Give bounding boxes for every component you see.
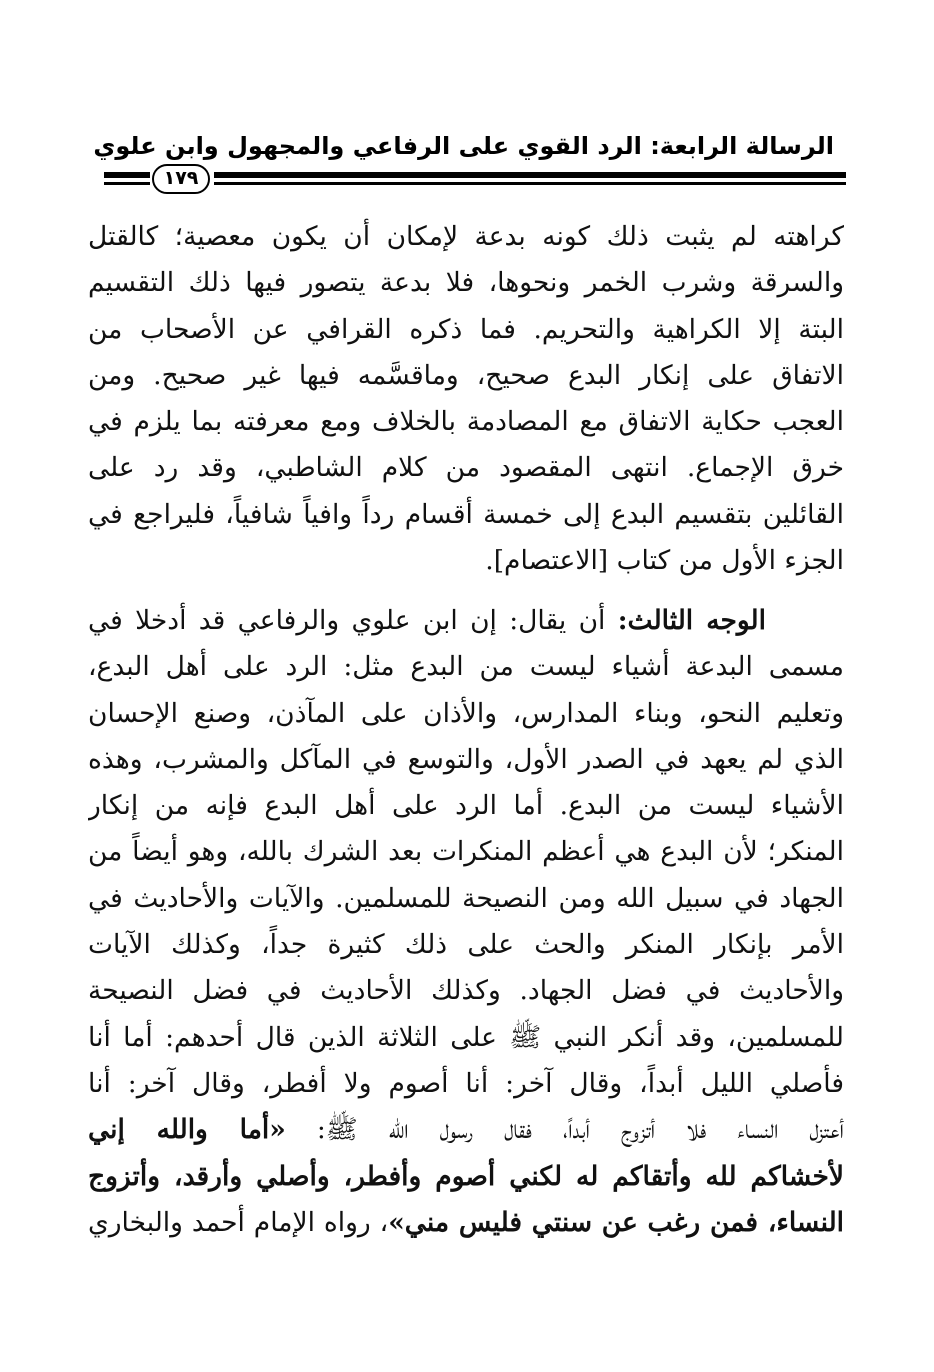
text-line-heading (88, 598, 844, 644)
paragraph-continuation (88, 214, 844, 584)
text-line: مسمى البدعة أشياء ليست من البدع مثل: الرد على أهل البدع، (88, 651, 844, 683)
text-line: خرق الإجماع. انتهى المقصود من كلام الشاطبي، وقد رد على (88, 452, 844, 484)
text-fragment: أعتزل النساء فلا أتزوج أبداً، فقال رسول الله ﷺ: (285, 1114, 844, 1146)
hadith-quote-end: النساء، فمن رغب عن سنتي فليس مني» (388, 1206, 844, 1238)
hadith-quote-start: «أما والله إني (88, 1114, 286, 1146)
paragraph-third-aspect (88, 598, 844, 1246)
page-number-badge: ١٧٩ (152, 164, 210, 194)
running-header-title: الرسالة الرابعة: الرد القوي على الرفاعي والمجهول وابن علوي (93, 132, 834, 160)
text-line: القائلين بتقسيم البدع إلى خمسة أقسام رداً وافياً شافياً، فليراجع في (88, 498, 844, 530)
text-fragment: أن يقال: إن ابن علوي والرفاعي قد أدخلا في (88, 605, 618, 636)
hadith-quote-line: لأخشاكم لله وأتقاكم له لكني أصوم وأفطر، وأصلي وأرقد، وأتزوج (88, 1160, 844, 1192)
header-rule-left-thin (104, 182, 150, 185)
text-line: الذي لم يعهد في الصدر الأول، والتوسع في المآكل والمشرب، وهذه (88, 743, 844, 775)
text-line: الجزء الأول من كتاب [الاعتصام]. (485, 545, 844, 577)
text-line: الأمر بإنكار المنكر والحث على ذلك كثيرة جداً، وكذلك الآيات (88, 929, 844, 961)
text-line: كراهته لم يثبت ذلك كونه بدعة لإمكان أن يكون معصية؛ كالقتل (88, 221, 844, 252)
text-fragment: ، رواه الإمام أحمد والبخاري (88, 1206, 389, 1238)
section-heading: الوجه الثالث: (617, 605, 766, 636)
text-line: والسرقة وشرب الخمر ونحوها، فلا بدعة يتصور فيها ذلك التقسيم (88, 267, 844, 299)
text-line: فأصلي الليل أبداً، وقال آخر: أنا أصوم ولا أفطر، وقال آخر: أنا (88, 1067, 844, 1099)
text-line: الاتفاق على إنكار البدع صحيح، وماقسَّمه فيها غير صحيح. ومن (88, 359, 844, 391)
text-line (88, 1107, 844, 1153)
text-line: الأشياء ليست من البدع. أما الرد على أهل البدع فإنه من إنكار (88, 790, 844, 822)
header-rule-left-thick (104, 172, 150, 178)
text-line: البتة إلا الكراهية والتحريم. فما ذكره القرافي عن الأصحاب من (88, 313, 844, 345)
text-line: للمسلمين، وقد أنكر النبي ﷺ على الثلاثة الذين قال أحدهم: أما أنا (88, 1021, 844, 1053)
text-line: والأحاديث في فضل الجهاد. وكذلك الأحاديث في فضل النصيحة (88, 975, 844, 1007)
text-line: وتعليم النحو، وبناء المدارس، والأذان على المآذن، وصنع الإحسان (88, 697, 844, 729)
text-line: المنكر؛ لأن البدع هي أعظم المنكرات بعد الشرك بالله، وهو أيضاً من (88, 836, 844, 868)
header-rule-right-thin (214, 182, 846, 185)
header-rule-right-thick (214, 172, 846, 178)
text-line: الجهاد في سبيل الله ومن النصيحة للمسلمين. والآيات والأحاديث في (88, 882, 844, 914)
text-line: العجب حكاية الاتفاق مع المصادمة بالخلاف ومع معرفته بما يلزم في (88, 406, 844, 438)
text-line (88, 1200, 844, 1246)
